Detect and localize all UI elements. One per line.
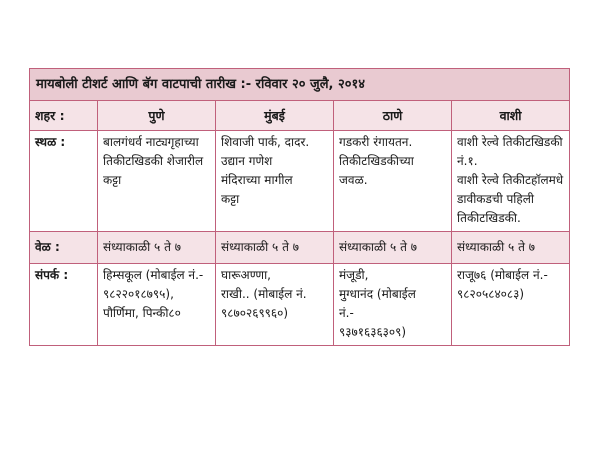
- title-row: [30, 69, 570, 101]
- time-mumbai: संध्याकाळी ५ ते ७: [216, 232, 334, 264]
- contact-row: [30, 264, 570, 346]
- venue-row: [30, 131, 570, 232]
- venue-line: तिकीटखिडकी.: [457, 211, 521, 225]
- venue-line: तिकीटखिडकी शेजारील: [103, 154, 204, 168]
- city-mumbai: मुंबई: [216, 101, 334, 131]
- venue-line: बालगंधर्व नाट्यगृहाच्या: [103, 135, 199, 149]
- contact-line: नं.-: [339, 306, 354, 320]
- time-vashi: संध्याकाळी ५ ते ७: [452, 232, 570, 264]
- venue-line: डावीकडची पहिली: [457, 192, 535, 206]
- contact-line: हिम्सकूल (मोबाईल नं.-: [103, 268, 204, 282]
- time-row: [30, 232, 570, 264]
- city-thane: ठाणे: [334, 101, 452, 131]
- contact-line: ९३७१६३६३०९): [339, 325, 407, 339]
- city-label: शहर :: [30, 101, 98, 131]
- contact-line: मंजूडी,: [339, 268, 369, 282]
- venue-vashi: [452, 131, 570, 232]
- venue-line: शिवाजी पार्क, दादर.: [221, 135, 310, 149]
- venue-line: वाशी रेल्वे तिकीटहॉलमधे: [457, 173, 564, 187]
- contact-label: संपर्क :: [30, 264, 98, 346]
- contact-line: घारूअण्णा,: [221, 268, 271, 282]
- venue-line: जवळ.: [339, 173, 368, 187]
- contact-line: पौर्णिमा, पिन्की८०: [103, 306, 181, 320]
- contact-line: ९८७०२६९९६०): [221, 306, 289, 320]
- venue-line: मंदिराच्या मागील: [221, 173, 293, 187]
- venue-line: तिकीटखिडकीच्या: [339, 154, 414, 168]
- city-vashi: वाशी: [452, 101, 570, 131]
- venue-line: वाशी रेल्वे तिकीटखिडकी: [457, 135, 563, 149]
- venue-line: गडकरी रंगायतन.: [339, 135, 413, 149]
- venue-pune: [98, 131, 216, 232]
- time-thane: संध्याकाळी ५ ते ७: [334, 232, 452, 264]
- venue-mumbai: [216, 131, 334, 232]
- contact-vashi: [452, 264, 570, 346]
- header-row: [30, 101, 570, 131]
- contact-line: ९८२२०१८७९५),: [103, 287, 174, 301]
- contact-mumbai: [216, 264, 334, 346]
- venue-line: उद्यान गणेश: [221, 154, 273, 168]
- time-label: वेळ :: [30, 232, 98, 264]
- contact-line: राजू७६ (मोबाईल नं.-: [457, 268, 548, 282]
- time-pune: संध्याकाळी ५ ते ७: [98, 232, 216, 264]
- venue-line: कट्टा: [221, 192, 240, 206]
- contact-pune: [98, 264, 216, 346]
- contact-thane: [334, 264, 452, 346]
- schedule-table: [29, 68, 570, 346]
- city-pune: पुणे: [98, 101, 216, 131]
- venue-label: स्थळ :: [30, 131, 98, 232]
- venue-thane: [334, 131, 452, 232]
- contact-line: ९८२०५८४०८३): [457, 287, 525, 301]
- venue-line: नं.१.: [457, 154, 478, 168]
- table-title: मायबोली टीशर्ट आणि बॅग वाटपाची तारीख :- रविवार २० जुलै, २०१४: [30, 69, 570, 101]
- contact-line: मुग्धानंद (मोबाईल: [339, 287, 416, 301]
- venue-line: कट्टा: [103, 173, 122, 187]
- contact-line: राखी.. (मोबाईल नं.: [221, 287, 307, 301]
